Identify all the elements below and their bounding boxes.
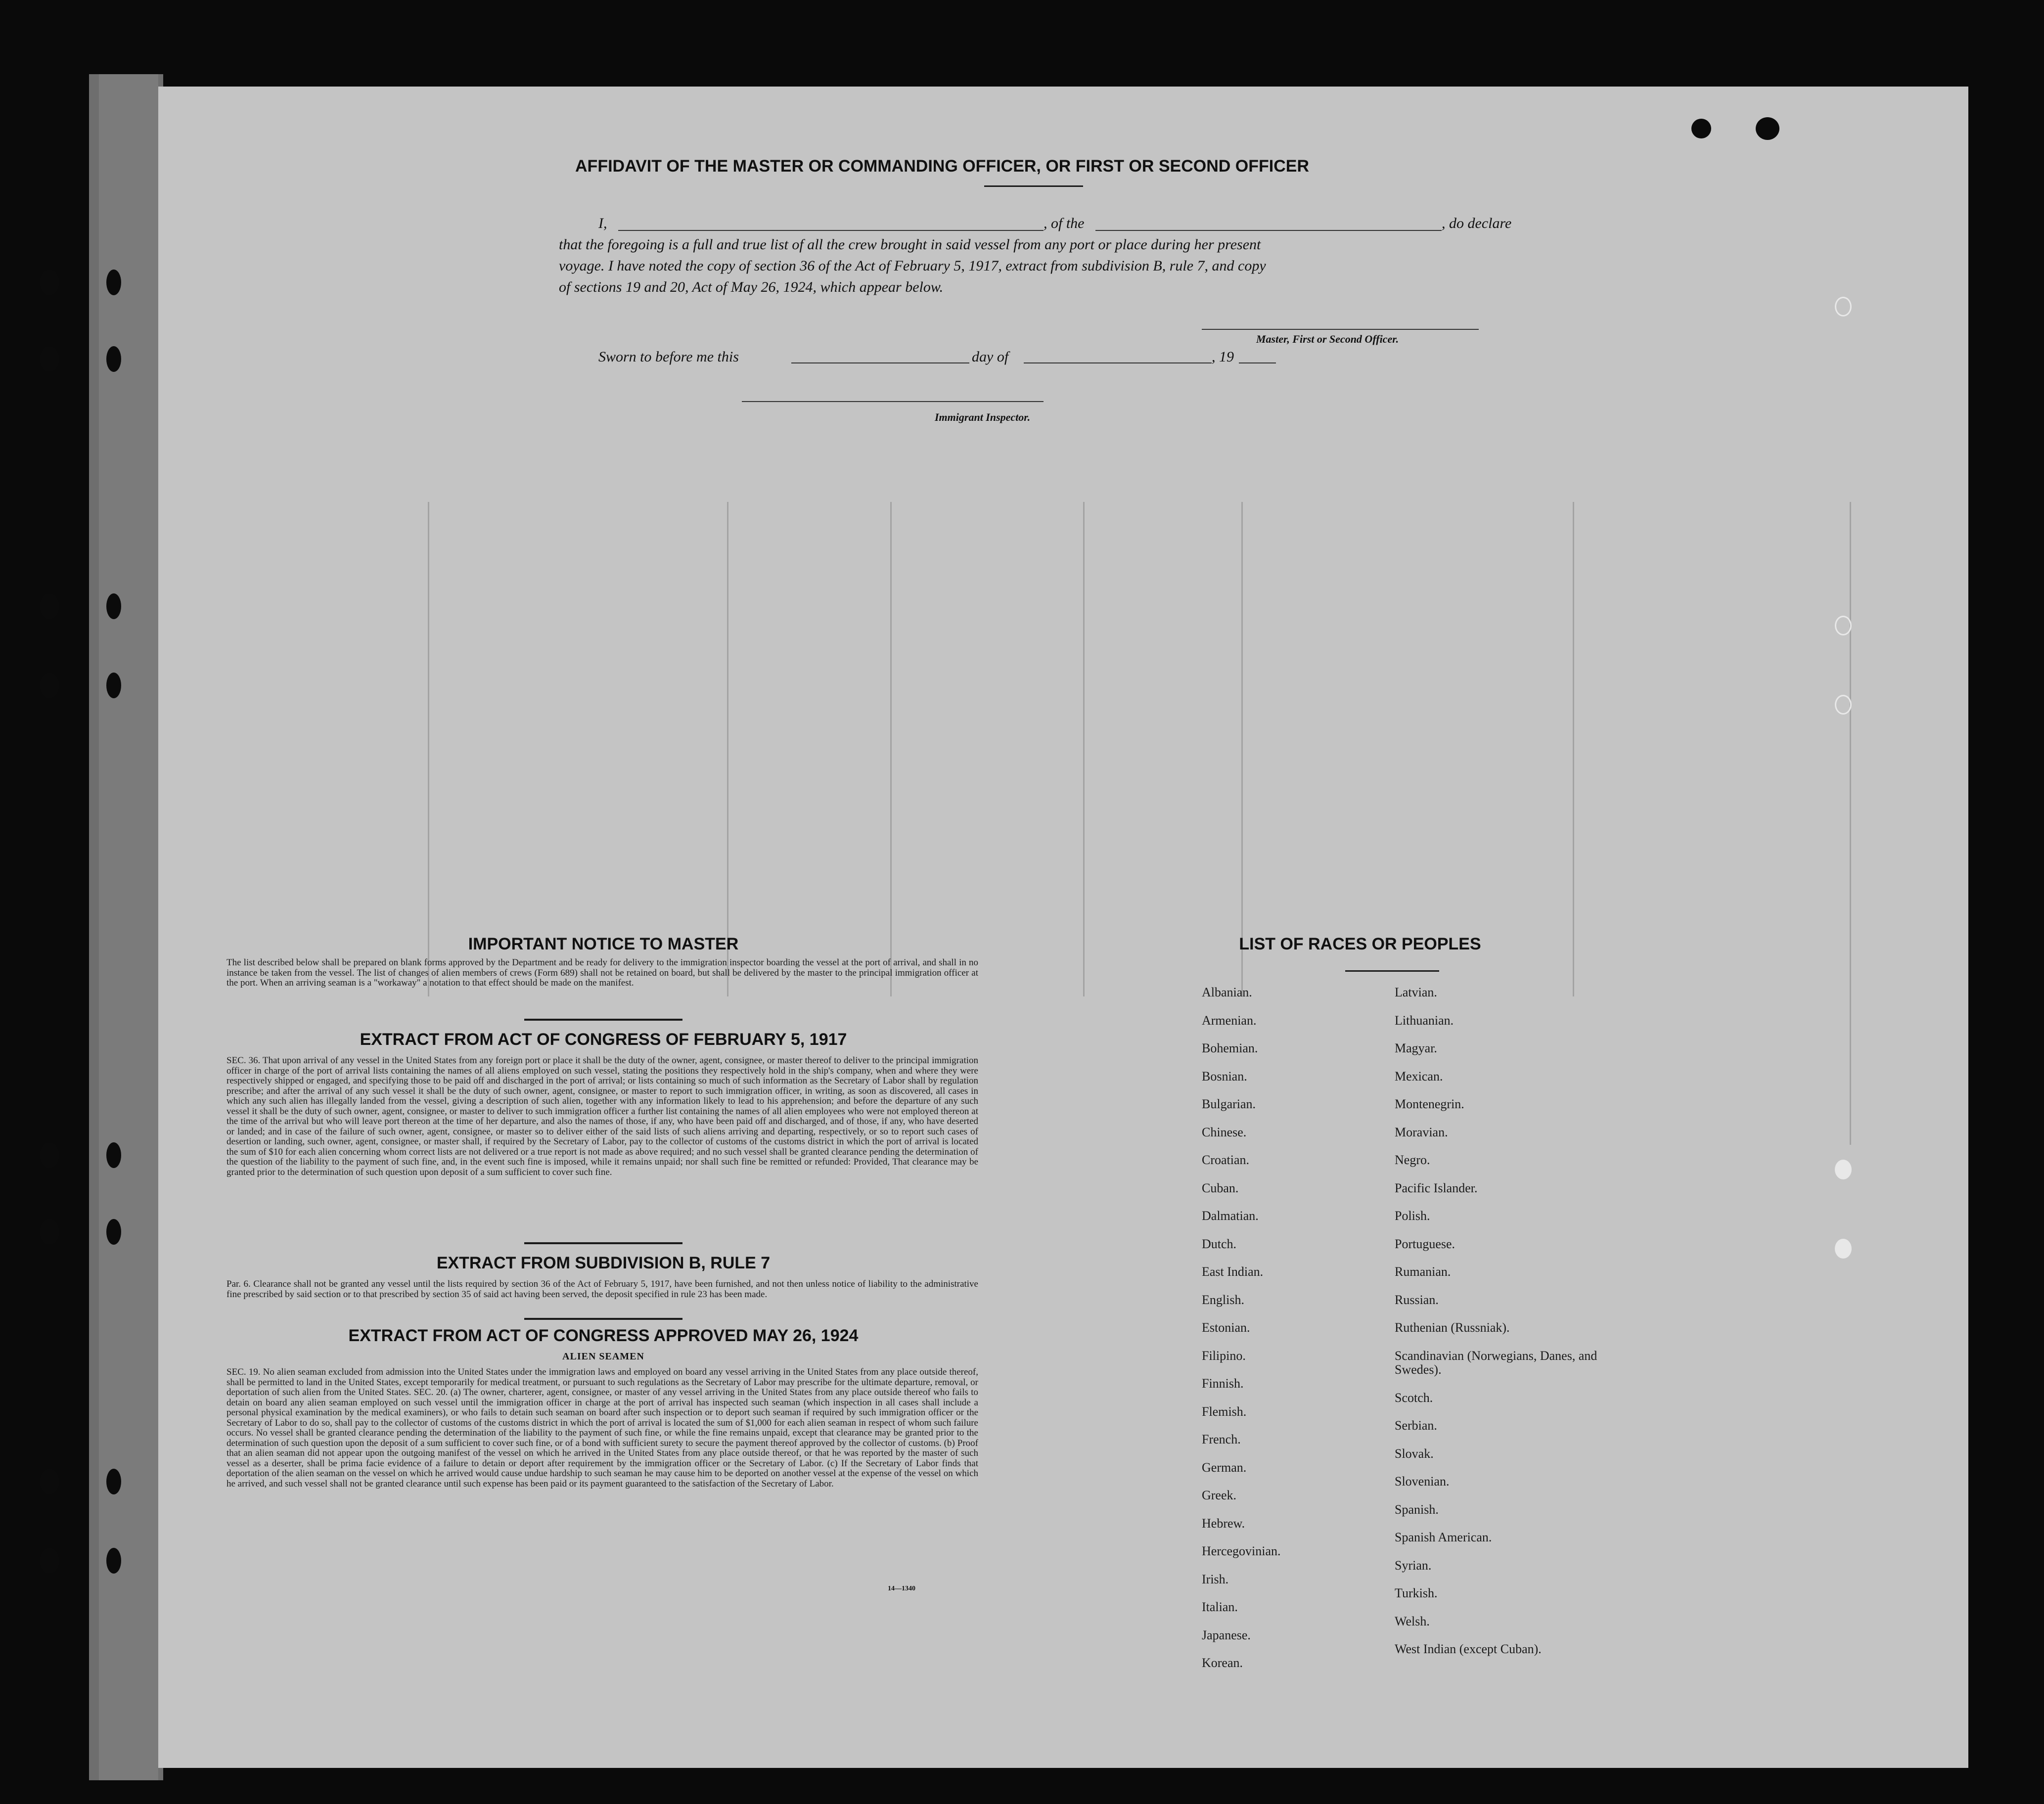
bleed-through-line: [1850, 502, 1851, 1145]
race-item: Finnish.: [1202, 1376, 1244, 1391]
punch-hole: [106, 1142, 121, 1168]
inspector-signature-line[interactable]: [742, 401, 1044, 402]
race-item: Spanish.: [1395, 1502, 1439, 1517]
race-item: Albanian.: [1202, 985, 1252, 999]
punch-hole: [40, 593, 59, 619]
punch-hole: [106, 1548, 121, 1574]
race-item: Moravian.: [1395, 1125, 1448, 1139]
race-item: Spanish American.: [1395, 1530, 1492, 1544]
master-label: Master, First or Second Officer.: [1256, 333, 1399, 345]
section-rule: [524, 1019, 682, 1021]
race-item: Flemish.: [1202, 1404, 1247, 1419]
year-prefix: , 19: [1212, 349, 1234, 365]
race-item: Dalmatian.: [1202, 1209, 1259, 1223]
declaration-of-the: , of the: [1044, 215, 1085, 231]
bleed-through-line: [890, 502, 892, 996]
extract-1924-text: SEC. 19. No alien seaman excluded from admission into the United States under the immigration laws and employed on board any vessel arriving in the United States from any place outside thereof, shall be permitted to land in the United States, except temporarily for medical treatment, or pursuant to such regulations as the Secretary of Labor may prescribe for the ultimate departure, removal, or deportation of such alien from the United States. SEC. 20. (a) The owner, charterer, agent, consignee, or master of any vessel arriving in the United States from any place outside thereof who fails to detain on board any alien seaman employed on such vessel until the immigration officer in charge at the port of arrival has inspected such seaman (which inspection in all cases shall include a personal physical examination by the medical examiners), or who fails to detain such seaman on board after such inspection or to deport such seaman if required by such immigration officer or the Secretary of Labor to do so, shall pay to the collector of customs of the customs district in which the port of arrival is located the sum of $1,000 for each alien seaman in respect of whom such failure occurs. No vessel shall be granted clearance pending the determination of the liability to the payment of such fine, or while the fine remains unpaid, except that clearance may be granted prior to the determination of such question upon the deposit of a sum sufficient to cover such fine, or of a bond with sufficient surety to secure the payment thereof approved by the collector of customs. (b) Proof that an alien seaman did not appear upon the outgoing manifest of the vessel on which he arrived in the United States from any place outside thereof, or that he was reported by the master of such vessel as a deserter, shall be prima facie evidence of a failure to detain or deport after requirement by the immigration officer or the Secretary of Labor. (c) If the Secretary of Labor finds that deportation of the alien seaman on the vessel on which he arrived would cause undue hardship to such seaman he may cause him to be deported on another vessel at the expense of the vessel on which he arrived, and such vessel shall not be granted clearance until such expense has been paid or its payment guaranteed to the satisfaction of the Secretary of Labor.: [227, 1367, 978, 1489]
race-item: Polish.: [1395, 1209, 1430, 1223]
races-column-2: [1395, 986, 1642, 1670]
race-item: Lithuanian.: [1395, 1013, 1454, 1028]
race-item: Hebrew.: [1202, 1516, 1245, 1531]
inspector-label: Immigrant Inspector.: [935, 411, 1031, 423]
race-item: Dutch.: [1202, 1236, 1237, 1251]
race-item: Montenegrin.: [1395, 1097, 1464, 1111]
race-item: Korean.: [1202, 1656, 1243, 1670]
race-item: Turkish.: [1395, 1586, 1438, 1600]
punch-hole: [40, 1142, 59, 1168]
race-item: Serbian.: [1395, 1418, 1437, 1433]
race-item: Filipino.: [1202, 1348, 1246, 1363]
race-item: Hercegovinian.: [1202, 1544, 1281, 1558]
race-item: Negro.: [1395, 1153, 1430, 1167]
race-item: Armenian.: [1202, 1013, 1257, 1028]
extract-1924-title: EXTRACT FROM ACT OF CONGRESS APPROVED MAY 26, 1924: [348, 1326, 859, 1345]
punch-hole: [106, 346, 121, 372]
race-item: Japanese.: [1202, 1627, 1251, 1642]
extract-rule7-text: Par. 6. Clearance shall not be granted any vessel until the lists required by section 36 of the Act of February 5, 1917, have been furnished, and not then unless notice of liability to the administrative fine prescribed by said section or to that prescribed by section 35 of said act having been served, the deposit specified in rule 23 has been made.: [227, 1279, 978, 1300]
title-rule: [984, 185, 1083, 187]
bleed-through-line: [1083, 502, 1085, 996]
declaration-line-3: voyage. I have noted the copy of section 36 of the Act of February 5, 1917, extract from subdivision B, rule 7, and copy: [559, 258, 1266, 274]
race-item: Magyar.: [1395, 1041, 1437, 1055]
punch-hole: [106, 1469, 121, 1494]
notice-title: IMPORTANT NOTICE TO MASTER: [468, 935, 739, 953]
race-item: Italian.: [1202, 1600, 1238, 1614]
punch-hole: [1756, 117, 1779, 140]
notice-text: The list described below shall be prepared on blank forms approved by the Department and be ready for delivery to the immigration inspector boarding the vessel at the port of arrival, and shall in no instance be taken from the vessel. The list of changes of alien members of crews (Form 689) shall not be retained on board, but shall be delivered by the master to the principal immigration officer at the port. When an arriving seaman is a "workaway" a notation to that effect should be made on the manifest.: [227, 957, 978, 988]
punch-hole: [106, 1219, 121, 1245]
race-item: Rumanian.: [1395, 1264, 1451, 1279]
race-item: Latvian.: [1395, 985, 1437, 999]
race-item: Bohemian.: [1202, 1041, 1258, 1055]
punch-hole: [40, 346, 59, 372]
race-item: Estonian.: [1202, 1320, 1250, 1335]
race-item: West Indian (except Cuban).: [1395, 1642, 1542, 1656]
race-item: Bosnian.: [1202, 1069, 1247, 1083]
race-item: Irish.: [1202, 1572, 1229, 1586]
bleed-through-line: [727, 502, 728, 996]
alien-seamen-subtitle: ALIEN SEAMEN: [562, 1351, 644, 1362]
form-number: 14—1340: [888, 1585, 915, 1592]
bleed-through-line: [1573, 502, 1574, 996]
race-item: Pacific Islander.: [1395, 1180, 1478, 1195]
name-blank[interactable]: [618, 230, 1044, 231]
punch-hole: [106, 673, 121, 698]
binder-strip-inner: [99, 74, 158, 1780]
ring-hole: [1835, 1239, 1852, 1259]
race-item: Scandinavian (Norwegians, Danes, and Swedes).: [1395, 1348, 1597, 1377]
ring-hole: [1835, 1160, 1852, 1179]
race-item: French.: [1202, 1432, 1241, 1446]
day-of-text: day of: [972, 349, 1009, 365]
punch-hole: [106, 270, 121, 295]
race-item: Ruthenian (Russniak).: [1395, 1320, 1510, 1335]
year-blank[interactable]: [1239, 362, 1276, 363]
race-item: Cuban.: [1202, 1180, 1239, 1195]
race-item: Russian.: [1395, 1292, 1439, 1307]
races-rule: [1345, 970, 1439, 972]
extract-1917-title: EXTRACT FROM ACT OF CONGRESS OF FEBRUARY 5, 1917: [360, 1030, 847, 1049]
vessel-blank[interactable]: [1095, 230, 1442, 231]
race-item: East Indian.: [1202, 1264, 1264, 1279]
sworn-day-blank[interactable]: [791, 362, 969, 363]
declaration-line-4: of sections 19 and 20, Act of May 26, 1924, which appear below.: [559, 279, 944, 295]
race-item: Scotch.: [1395, 1390, 1433, 1405]
declaration-i: I,: [598, 215, 607, 231]
races-column-1: [1202, 986, 1390, 1684]
extract-rule7-title: EXTRACT FROM SUBDIVISION B, RULE 7: [436, 1254, 771, 1272]
master-signature-line[interactable]: [1202, 329, 1479, 330]
ring-hole: [1835, 695, 1852, 715]
bleed-through-line: [428, 502, 429, 996]
race-item: Welsh.: [1395, 1614, 1430, 1628]
punch-hole: [40, 270, 59, 295]
race-item: Syrian.: [1395, 1558, 1432, 1573]
race-item: Slovenian.: [1395, 1474, 1450, 1488]
race-item: Greek.: [1202, 1488, 1237, 1502]
section-rule: [524, 1242, 682, 1244]
extract-1917-text: SEC. 36. That upon arrival of any vessel in the United States from any foreign port or place it shall be the duty of the owner, agent, consignee, or master thereof to deliver to the principal immigration officer in charge of the port of arrival lists containing the names of all aliens employed on such vessel, stating the positions they respectively hold in the ship's company, when and where they were respectively shipped or engaged, and specifying those to be paid off and discharged in the port of arrival; or lists containing so much of such information as the Secretary of Labor shall by regulation prescribe; and after the arrival of any such vessel it shall be the duty of such owner, agent, consignee, or master to report to such immigration officer, in writing, as soon as discovered, all cases in which any such alien has illegally landed from the vessel, giving a description of such alien, together with any information likely to lead to his apprehension; and before the departure of any such vessel it shall be the duty of such owner, agent, consignee, or master to deliver to such immigration officer a further list containing the names of all alien employees who were not employed thereon at the time of the arrival but who will leave port thereon at the time of her departure, and also the names of those, if any, who have been paid off and discharged, and of those, if any, who have deserted or landed; and in case of the failure of such owner, agent, consignee, or master so to deliver either of the said lists of such aliens arriving and departing, respectively, or so to report such cases of desertion or landing, such owner, agent, consignee, or master shall, if required by the Secretary of Labor, pay to the collector of customs of the customs district in which the port of arrival is located the sum of $10 for each alien concerning whom correct lists are not delivered or a true report is not made as above required; and no such vessel shall be granted clearance pending the determination of the question of the liability to the payment of such fine, and, in the event such fine is imposed, while it remains unpaid; nor shall such fine be remitted or refunded: Provided, That clearance may be granted prior to the determination of such question upon deposit of a sum sufficient to cover such fine.: [227, 1055, 978, 1177]
punch-hole: [1691, 119, 1711, 138]
document-page: [158, 87, 1968, 1768]
race-item: Croatian.: [1202, 1153, 1250, 1167]
race-item: Chinese.: [1202, 1125, 1247, 1139]
punch-hole: [40, 1469, 59, 1494]
sworn-month-blank[interactable]: [1024, 362, 1212, 363]
declaration-do-declare: , do declare: [1442, 215, 1512, 231]
punch-hole: [40, 673, 59, 698]
race-item: English.: [1202, 1292, 1244, 1307]
race-item: Mexican.: [1395, 1069, 1443, 1083]
sworn-text: Sworn to before me this: [598, 349, 739, 365]
declaration-line-2: that the foregoing is a full and true list of all the crew brought in said vessel from any port or place during her present: [559, 236, 1261, 253]
race-item: German.: [1202, 1460, 1247, 1475]
punch-hole: [40, 1548, 59, 1574]
affidavit-title: AFFIDAVIT OF THE MASTER OR COMMANDING OFFICER, OR FIRST OR SECOND OFFICER: [575, 157, 1309, 176]
ring-hole: [1835, 297, 1852, 316]
punch-hole: [106, 593, 121, 619]
race-item: Portuguese.: [1395, 1236, 1455, 1251]
ring-hole: [1835, 616, 1852, 635]
races-title: LIST OF RACES OR PEOPLES: [1239, 935, 1481, 953]
section-rule: [524, 1318, 682, 1320]
race-item: Bulgarian.: [1202, 1097, 1256, 1111]
bleed-through-line: [1241, 502, 1243, 996]
race-item: Slovak.: [1395, 1446, 1434, 1461]
punch-hole: [40, 1219, 59, 1245]
